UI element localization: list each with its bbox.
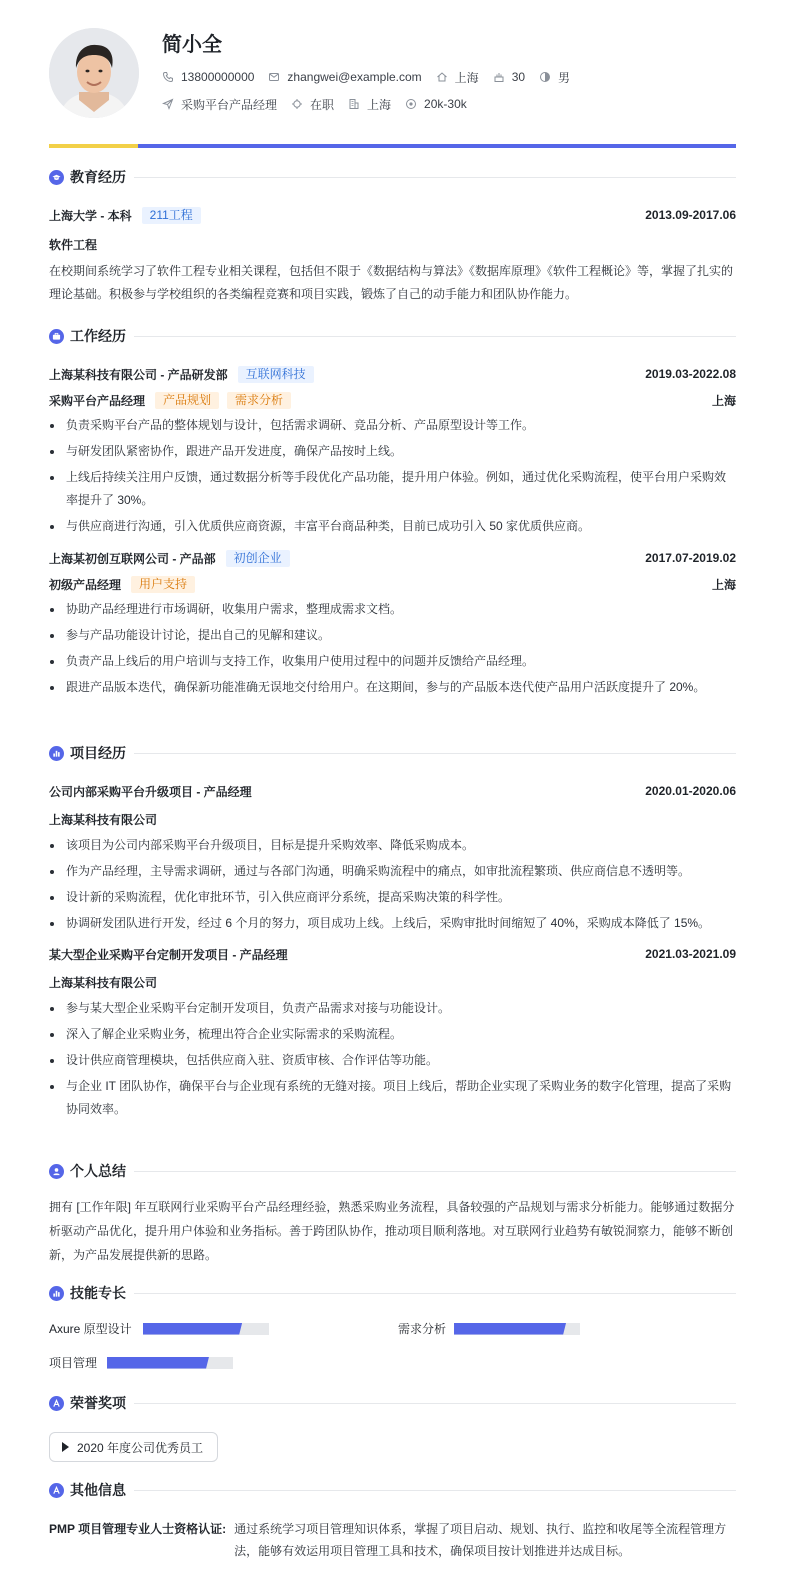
project-header — [49, 743, 736, 763]
play-icon — [62, 1442, 69, 1452]
list-item: 与供应商进行沟通，引入优质供应商资源，丰富平台商品种类，目前已成功引入 50 家优质供应商。 — [49, 515, 736, 538]
skill-name: 需求分析 — [398, 1322, 447, 1336]
education-title: 教育经历 — [70, 169, 126, 185]
skill-item — [49, 1354, 233, 1371]
job-role: 初级产品经理 — [49, 577, 122, 592]
skill-bar-fill — [107, 1357, 209, 1369]
candidate-name: 简小全 — [162, 34, 222, 56]
section-divider — [134, 753, 736, 754]
award-icon — [49, 1483, 64, 1498]
summary-text: 拥有 [工作年限] 年互联网行业采购平台产品经理经验，熟悉采购业务流程，具备较强的产品规划与需求分析能力。能够通过数据分析驱动产品优化，提升用户体验和业务指标。善于跨团队协作，推动项目顺利落地。对互联网行业趋势有敏锐洞察力，能够不断创新，为产品发展提供新的思路。 — [49, 1200, 735, 1262]
gender-item — [539, 69, 570, 85]
user-icon — [49, 1164, 64, 1179]
salary-icon — [405, 98, 417, 110]
chart-icon — [49, 746, 64, 761]
award-icon — [49, 1396, 64, 1411]
other-title: 其他信息 — [70, 1482, 126, 1498]
job-bullets — [49, 414, 736, 538]
job-company: 上海某初创互联网公司 - 产品部 — [49, 551, 216, 566]
job-company: 上海某科技有限公司 - 产品研发部 — [49, 367, 228, 382]
list-item: 参与某大型企业采购平台定制开发项目，负责产品需求对接与功能设计。 — [49, 997, 736, 1020]
list-item: 该项目为公司内部采购平台升级项目，目标是提升采购效率、降低采购成本。 — [49, 834, 736, 857]
project-date: 2021.03-2021.09 — [645, 947, 736, 961]
home-icon — [436, 71, 448, 83]
project-bullets — [49, 834, 736, 935]
status-text: 在职 — [310, 97, 335, 112]
briefcase-icon — [49, 329, 64, 344]
major: 软件工程 — [49, 238, 98, 252]
avatar — [49, 28, 139, 118]
honors-section — [49, 1393, 736, 1413]
mail-icon — [268, 71, 280, 83]
project-name-row — [49, 782, 736, 800]
skill-bar — [143, 1323, 269, 1335]
status-icon — [291, 98, 303, 110]
project-entry — [49, 945, 736, 1121]
education-date: 2013.09-2017.06 — [645, 208, 736, 222]
profile-header — [49, 0, 736, 146]
job-role-tag: 需求分析 — [227, 392, 291, 409]
education-description: 在校期间系统学习了软件工程专业相关课程，包括但不限于《数据结构与算法》《数据库原理》《软件工程概论》等，掌握了扎实的理论基础。积极参与学校组织的各类编程竞赛和项目实践，锻炼了自己的动手能力和团队协作能力。 — [49, 264, 734, 301]
work-title: 工作经历 — [70, 328, 126, 344]
job-date: 2019.03-2022.08 — [645, 367, 736, 381]
chart-icon — [49, 1286, 64, 1301]
education-section — [49, 167, 736, 306]
section-divider — [134, 1293, 736, 1294]
job-entry — [49, 365, 736, 538]
summary-header — [49, 1161, 736, 1181]
summary-section — [49, 1161, 736, 1267]
project-name: 某大型企业采购平台定制开发项目 - 产品经理 — [49, 947, 288, 962]
job-company-tag: 初创企业 — [226, 550, 290, 567]
section-divider — [134, 177, 736, 178]
education-header — [49, 167, 736, 187]
job-company-tag: 互联网科技 — [238, 366, 314, 383]
list-item: 与企业 IT 团队协作，确保平台与企业现有系统的无缝对接。项目上线后，帮助企业实现了采购业务的数字化管理，提高了采购协同效率。 — [49, 1075, 736, 1121]
age-item — [493, 69, 525, 85]
phone-text: 13800000000 — [181, 70, 255, 84]
list-item: 协调研发团队进行开发，经过 6 个月的努力，项目成功上线。上线后，采购审批时间缩短了 40%，采购成本降低了 15%。 — [49, 912, 736, 935]
project-name: 公司内部采购平台升级项目 - 产品经理 — [49, 784, 252, 799]
section-divider — [134, 1403, 736, 1404]
age-text: 30 — [511, 70, 526, 84]
certificate-description: 通过系统学习项目管理知识体系，掌握了项目启动、规划、执行、监控和收尾等全流程管理方法，能够有效运用项目管理工具和技术，确保项目按计划推进并达成目标。 — [234, 1522, 727, 1558]
job-city: 上海 — [711, 393, 736, 408]
project-title: 项目经历 — [70, 745, 126, 761]
job-entry — [49, 549, 736, 699]
job-role: 采购平台产品经理 — [49, 393, 146, 408]
phone-icon — [162, 71, 174, 83]
target-position-text: 采购平台产品经理 — [181, 97, 278, 112]
section-divider — [134, 336, 736, 337]
job-role-tag: 用户支持 — [131, 576, 195, 593]
other-section — [49, 1480, 736, 1500]
graduation-cap-icon — [49, 170, 64, 185]
other-header — [49, 1480, 736, 1500]
job-company-row — [49, 365, 736, 383]
work-header — [49, 326, 736, 346]
project-date: 2020.01-2020.06 — [645, 784, 736, 798]
target-position-item — [162, 96, 277, 112]
phone-item — [162, 69, 254, 85]
list-item: 负责产品上线后的用户培训与支持工作，收集用户使用过程中的问题并反馈给产品经理。 — [49, 650, 736, 673]
award-text: 2020 年度公司优秀员工 — [77, 1440, 204, 1455]
school-name: 上海大学 - 本科 — [49, 208, 132, 223]
skill-name: Axure 原型设计 — [49, 1322, 132, 1336]
project-entry — [49, 782, 736, 935]
list-item: 作为产品经理，主导需求调研，通过与各部门沟通，明确采购流程中的痛点，如审批流程繁琐、供应商信息不透明等。 — [49, 860, 736, 883]
salary-text: 20k-30k — [424, 97, 467, 111]
building-icon — [348, 98, 360, 110]
list-item: 参与产品功能设计讨论，提出自己的见解和建议。 — [49, 624, 736, 647]
list-item: 设计新的采购流程，优化审批环节，引入供应商评分系统，提高采购决策的科学性。 — [49, 886, 736, 909]
skills-title: 技能专长 — [70, 1285, 126, 1301]
skills-header — [49, 1283, 736, 1303]
section-divider — [134, 1171, 736, 1172]
section-divider — [134, 1490, 736, 1491]
list-item: 设计供应商管理模块，包括供应商入驻、资质审核、合作评估等功能。 — [49, 1049, 736, 1072]
school-tag: 211工程 — [142, 207, 201, 224]
skill-item — [49, 1320, 269, 1337]
cake-icon — [493, 71, 505, 83]
list-item: 协助产品经理进行市场调研，收集用户需求，整理成需求文档。 — [49, 598, 736, 621]
certificate-name: PMP 项目管理专业人士资格认证: — [49, 1522, 227, 1536]
salary-item — [405, 96, 467, 112]
project-bullets — [49, 997, 736, 1121]
email-item — [268, 69, 421, 85]
award-badge — [49, 1432, 218, 1462]
email-text: zhangwei@example.com — [287, 70, 422, 84]
list-item: 深入了解企业采购业务，梳理出符合企业实际需求的采购流程。 — [49, 1023, 736, 1046]
other-info-row — [49, 1518, 736, 1562]
job-company-row — [49, 549, 736, 567]
target-city-text: 上海 — [367, 97, 392, 112]
work-section — [49, 326, 736, 702]
skill-bar — [454, 1323, 580, 1335]
job-role-tag: 产品规划 — [155, 392, 219, 409]
honors-title: 荣誉奖项 — [70, 1395, 126, 1411]
skill-bar — [107, 1357, 233, 1369]
job-city: 上海 — [711, 577, 736, 592]
education-row — [49, 206, 736, 224]
header-divider — [49, 144, 736, 148]
skill-bar-fill — [454, 1323, 566, 1335]
job-date: 2017.07-2019.02 — [645, 551, 736, 565]
list-item: 与研发团队紧密协作，跟进产品开发进度，确保产品按时上线。 — [49, 440, 736, 463]
job-bullets — [49, 598, 736, 699]
gender-text: 男 — [558, 70, 571, 85]
send-icon — [162, 98, 174, 110]
skills-section — [49, 1283, 736, 1303]
project-name-row — [49, 945, 736, 963]
target-city-item — [348, 96, 391, 112]
summary-title: 个人总结 — [70, 1163, 126, 1179]
project-section — [49, 743, 736, 1124]
skill-name: 项目管理 — [49, 1356, 98, 1370]
list-item: 上线后持续关注用户反馈，通过数据分析等手段优化产品功能，提升用户体验。例如，通过优化采购流程，使平台用户采购效率提升了 30%。 — [49, 466, 736, 512]
status-item — [291, 96, 334, 112]
list-item: 负责采购平台产品的整体规划与设计，包括需求调研、竞品分析、产品原型设计等工作。 — [49, 414, 736, 437]
project-company: 上海某科技有限公司 — [49, 976, 158, 990]
job-role-row — [49, 575, 736, 593]
job-intent-row — [162, 96, 481, 112]
list-item: 跟进产品版本迭代，确保新功能准确无误地交付给用户。在这期间，参与的产品版本迭代使产品用户活跃度提升了 20%。 — [49, 676, 736, 699]
skill-item — [398, 1320, 580, 1337]
location-text: 上海 — [454, 70, 479, 85]
skill-bar-fill — [143, 1323, 243, 1335]
contact-row — [162, 69, 584, 85]
honors-header — [49, 1393, 736, 1413]
project-company: 上海某科技有限公司 — [49, 813, 158, 827]
gender-icon — [539, 71, 551, 83]
job-role-row — [49, 391, 736, 409]
location-item — [436, 69, 479, 85]
